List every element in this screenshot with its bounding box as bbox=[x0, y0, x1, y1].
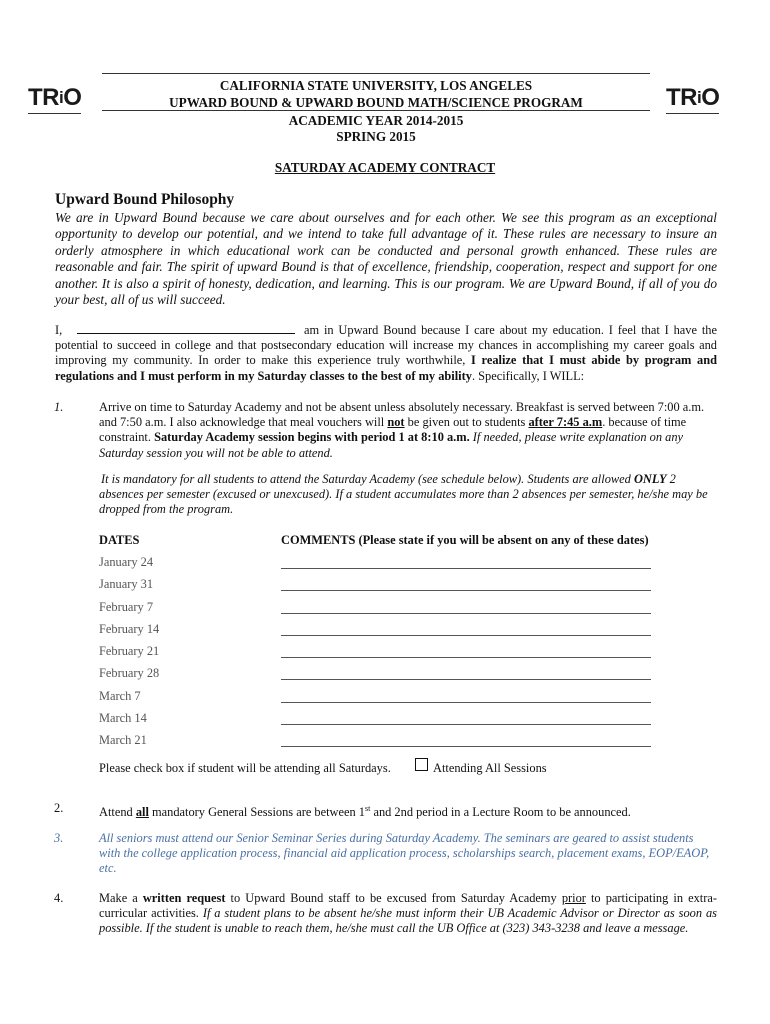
item-2-part: and 2nd period in a Lecture Room to be announced. bbox=[370, 805, 631, 820]
pledge-text: am in Upward Bound because I care about my education. I feel that I have the potential to succeed in college and that postsecondary education will increase my chances in accomplishing my career goals and improving my community. In order to make this experience truly worthwhile, bbox=[55, 323, 717, 368]
attending-all-label: Attending All Sessions bbox=[433, 761, 547, 775]
item-1-part: . because of time constraint. bbox=[99, 415, 687, 445]
item-4-bold: written request bbox=[142, 891, 226, 905]
student-name-field[interactable] bbox=[77, 333, 295, 334]
comments-header: COMMENTS (Please state if you will be absent on any of these dates) bbox=[281, 533, 649, 547]
item-2-sup: st bbox=[365, 804, 371, 813]
comment-line[interactable] bbox=[281, 702, 651, 703]
semester: SPRING 2015 bbox=[336, 129, 416, 144]
date-row bbox=[99, 666, 651, 688]
item-3-text: All seniors must attend our Senior Seminar Series during Saturday Academy. The seminars are geared to assist students with the college application process, financial aid application process, scholarships search, placement exams, EOP/EAOP, etc. bbox=[99, 831, 710, 876]
date-row bbox=[99, 600, 651, 622]
date-label: February 14 bbox=[99, 622, 160, 636]
academic-year: ACADEMIC YEAR 2014-2015 bbox=[288, 113, 464, 128]
trio-logo-right bbox=[666, 86, 719, 114]
date-label: February 21 bbox=[99, 644, 160, 658]
comment-line[interactable] bbox=[281, 746, 651, 747]
item-2-number: 2. bbox=[54, 801, 64, 815]
item-4-part: to Upward Bound staff to be excused from Saturday Academy bbox=[225, 891, 562, 905]
item-4-part: Make a bbox=[99, 891, 143, 905]
comment-line[interactable] bbox=[281, 590, 651, 591]
date-label: February 7 bbox=[99, 600, 154, 614]
header-bottom-rule bbox=[102, 110, 650, 111]
date-label: February 28 bbox=[99, 666, 160, 680]
comment-line[interactable] bbox=[281, 568, 651, 569]
date-row bbox=[99, 711, 651, 733]
date-row bbox=[99, 577, 651, 599]
logo-text: TRiO bbox=[666, 84, 720, 111]
comment-line[interactable] bbox=[281, 657, 651, 658]
header-top-rule bbox=[102, 73, 650, 74]
mandatory-only: ONLY bbox=[633, 472, 667, 486]
item-3-number: 3. bbox=[54, 831, 64, 845]
date-row bbox=[99, 555, 651, 577]
item-1-number: 1. bbox=[54, 400, 64, 414]
item-2-part: Attend bbox=[99, 805, 136, 820]
mandatory-part: It is mandatory for all students to attend the Saturday Academy (see schedule below). Students are allowed bbox=[101, 472, 634, 486]
philosophy-heading: Upward Bound Philosophy bbox=[55, 191, 235, 208]
pledge-paragraph bbox=[55, 323, 717, 384]
mandatory-part: 2 absences per semester (excused or unexcused). If a student accumulates more than 2 absences per semester, he/she may be dropped from the program. bbox=[99, 472, 708, 517]
date-row bbox=[99, 733, 651, 755]
trio-logo-left bbox=[28, 86, 81, 114]
date-label: January 31 bbox=[99, 577, 154, 591]
date-row bbox=[99, 622, 651, 644]
date-label: March 21 bbox=[99, 733, 147, 747]
item-2-text bbox=[99, 801, 717, 820]
pledge-prefix: I, bbox=[55, 323, 63, 337]
date-label: March 7 bbox=[99, 689, 141, 703]
comment-line[interactable] bbox=[281, 679, 651, 680]
comment-line[interactable] bbox=[281, 635, 651, 636]
date-row bbox=[99, 644, 651, 666]
item-4-number: 4. bbox=[54, 891, 64, 905]
item-1-part: be given out to students bbox=[404, 415, 529, 430]
attending-all-checkbox[interactable] bbox=[415, 758, 428, 771]
item-2-part: mandatory General Sessions are between 1 bbox=[148, 805, 365, 820]
item-1-not: not bbox=[387, 415, 405, 430]
item-1-text bbox=[99, 400, 717, 461]
item-2-all: all bbox=[135, 805, 149, 820]
pledge-suffix: . Specifically, I WILL: bbox=[471, 368, 585, 383]
philosophy-text: We are in Upward Bound because we care about ourselves and for each other. We see this program as an exceptional opportunity to develop our potential, and we intend to take full advantage of it. These rules are necessary to insure an orderly atmosphere in which educational work can be conducted and personal growth enhanced. These rules are reasonable and fair. The spirit of upward Bound is that of excellence, friendship, cooperation, respect and support for one another. It is also a spirit of honesty, dedication, and learning. This is our program. We are Upward Bound, if all of you do your best, all of us will succeed. bbox=[55, 210, 717, 308]
contract-title: SATURDAY ACADEMY CONTRACT bbox=[274, 160, 496, 175]
attendance-check-prompt: Please check box if student will be attending all Saturdays. bbox=[99, 761, 391, 775]
date-row bbox=[99, 689, 651, 711]
item-4-prior: prior bbox=[561, 891, 586, 905]
date-label: January 24 bbox=[99, 555, 154, 569]
item-1-part: Arrive on time to Saturday Academy and not be absent unless absolutely necessary. Breakfast is served between 7:00 a.m. and 7:50 a.m. I also acknowledge that meal vouchers will bbox=[99, 400, 705, 430]
date-label: March 14 bbox=[99, 711, 147, 725]
logo-text: TRiO bbox=[28, 84, 82, 111]
comment-line[interactable] bbox=[281, 724, 651, 725]
comment-line[interactable] bbox=[281, 613, 651, 614]
item-1-note: If needed, please write explanation on any Saturday session you will not be able to attend. bbox=[99, 430, 684, 460]
university-name: CALIFORNIA STATE UNIVERSITY, LOS ANGELES bbox=[219, 78, 533, 93]
item-4-part: to participating in extra-curricular activities. bbox=[99, 891, 717, 921]
item-1-session: Saturday Academy session begins with period 1 at 8:10 a.m. bbox=[154, 430, 470, 445]
dates-header: DATES bbox=[99, 533, 140, 547]
mandatory-attendance-text bbox=[99, 472, 711, 518]
item-1-after: after 7:45 a.m bbox=[528, 415, 603, 430]
item-4-italic: If a student plans to be absent he/she must inform their UB Academic Advisor or Director as soon as possible. If the student is unable to reach them, he/she must call the UB Office at (323) 343-3238 and leave a message. bbox=[99, 906, 717, 936]
pledge-bold: I realize that I must abide by program and regulations and I must perform in my Saturday classes to the best of my ability bbox=[55, 353, 717, 383]
program-name: UPWARD BOUND & UPWARD BOUND MATH/SCIENCE PROGRAM bbox=[169, 95, 583, 110]
item-4-text bbox=[99, 891, 717, 937]
